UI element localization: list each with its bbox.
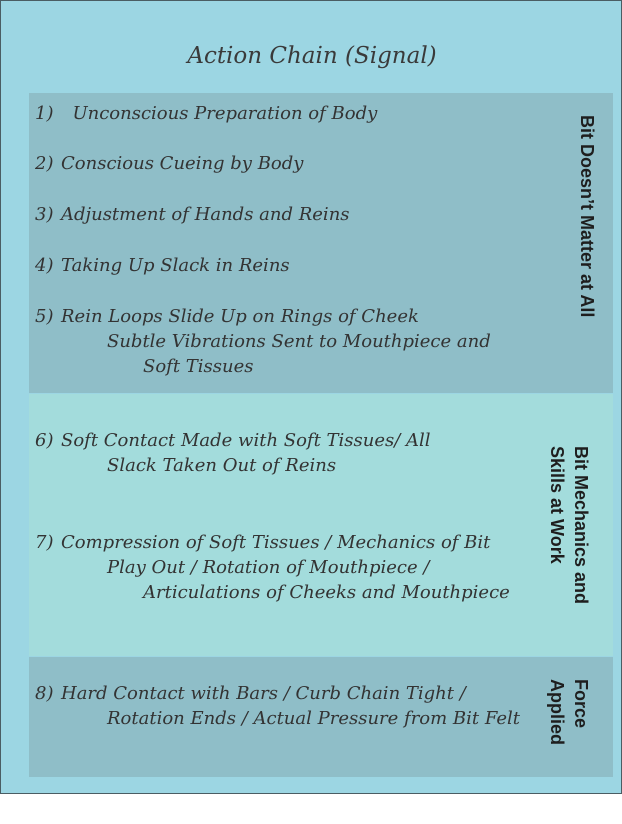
section-bit-mechanics: [29, 394, 613, 656]
step-text-continued: Rotation Ends / Actual Pressure from Bit Felt: [107, 708, 521, 729]
step-2: [35, 151, 545, 176]
step-number: 6): [35, 430, 54, 451]
step-number: 2): [35, 153, 54, 174]
step-number: 1): [35, 103, 54, 124]
section-force-applied: [29, 657, 613, 777]
step-text: Rein Loops Slide Up on Rings of Cheek: [61, 306, 419, 327]
section-side-label: Bit Doesn’t Matter at All: [577, 115, 597, 318]
step-text: Unconscious Preparation of Body: [61, 103, 378, 124]
step-6: [35, 428, 545, 478]
side-label-line: Force: [571, 679, 591, 729]
step-text-continued: Slack Taken Out of Reins: [107, 455, 337, 476]
step-text-continued: Play Out / Rotation of Mouthpiece /: [107, 557, 430, 578]
step-number: 3): [35, 204, 54, 225]
section-side-label: [545, 679, 593, 745]
side-label-line: Applied: [547, 679, 567, 745]
step-text: Conscious Cueing by Body: [61, 153, 304, 174]
step-text: Soft Contact Made with Soft Tissues/ All: [61, 430, 431, 451]
step-1: [35, 101, 545, 126]
side-label-line: Skills at Work: [547, 446, 567, 564]
step-number: 5): [35, 306, 54, 327]
side-label-line: Bit Mechanics and: [571, 446, 591, 605]
step-text-continued: Soft Tissues: [143, 356, 254, 377]
step-number: 7): [35, 532, 54, 553]
step-text-continued: Subtle Vibrations Sent to Mouthpiece and: [107, 331, 491, 352]
step-7: [35, 530, 545, 605]
step-text: Adjustment of Hands and Reins: [61, 204, 350, 225]
step-3: [35, 202, 545, 227]
step-text: Hard Contact with Bars / Curb Chain Tight /: [61, 683, 466, 704]
step-8: [35, 681, 545, 731]
step-5: [35, 304, 545, 379]
section-side-label: [545, 446, 593, 604]
diagram-title: Action Chain (Signal): [187, 43, 437, 69]
step-4: [35, 253, 545, 278]
step-text-continued: Articulations of Cheeks and Mouthpiece: [143, 582, 510, 603]
step-number: 8): [35, 683, 54, 704]
step-text: Taking Up Slack in Reins: [61, 255, 290, 276]
section-bit-doesnt-matter: [29, 93, 613, 393]
step-text: Compression of Soft Tissues / Mechanics of Bit: [61, 532, 491, 553]
step-number: 4): [35, 255, 54, 276]
